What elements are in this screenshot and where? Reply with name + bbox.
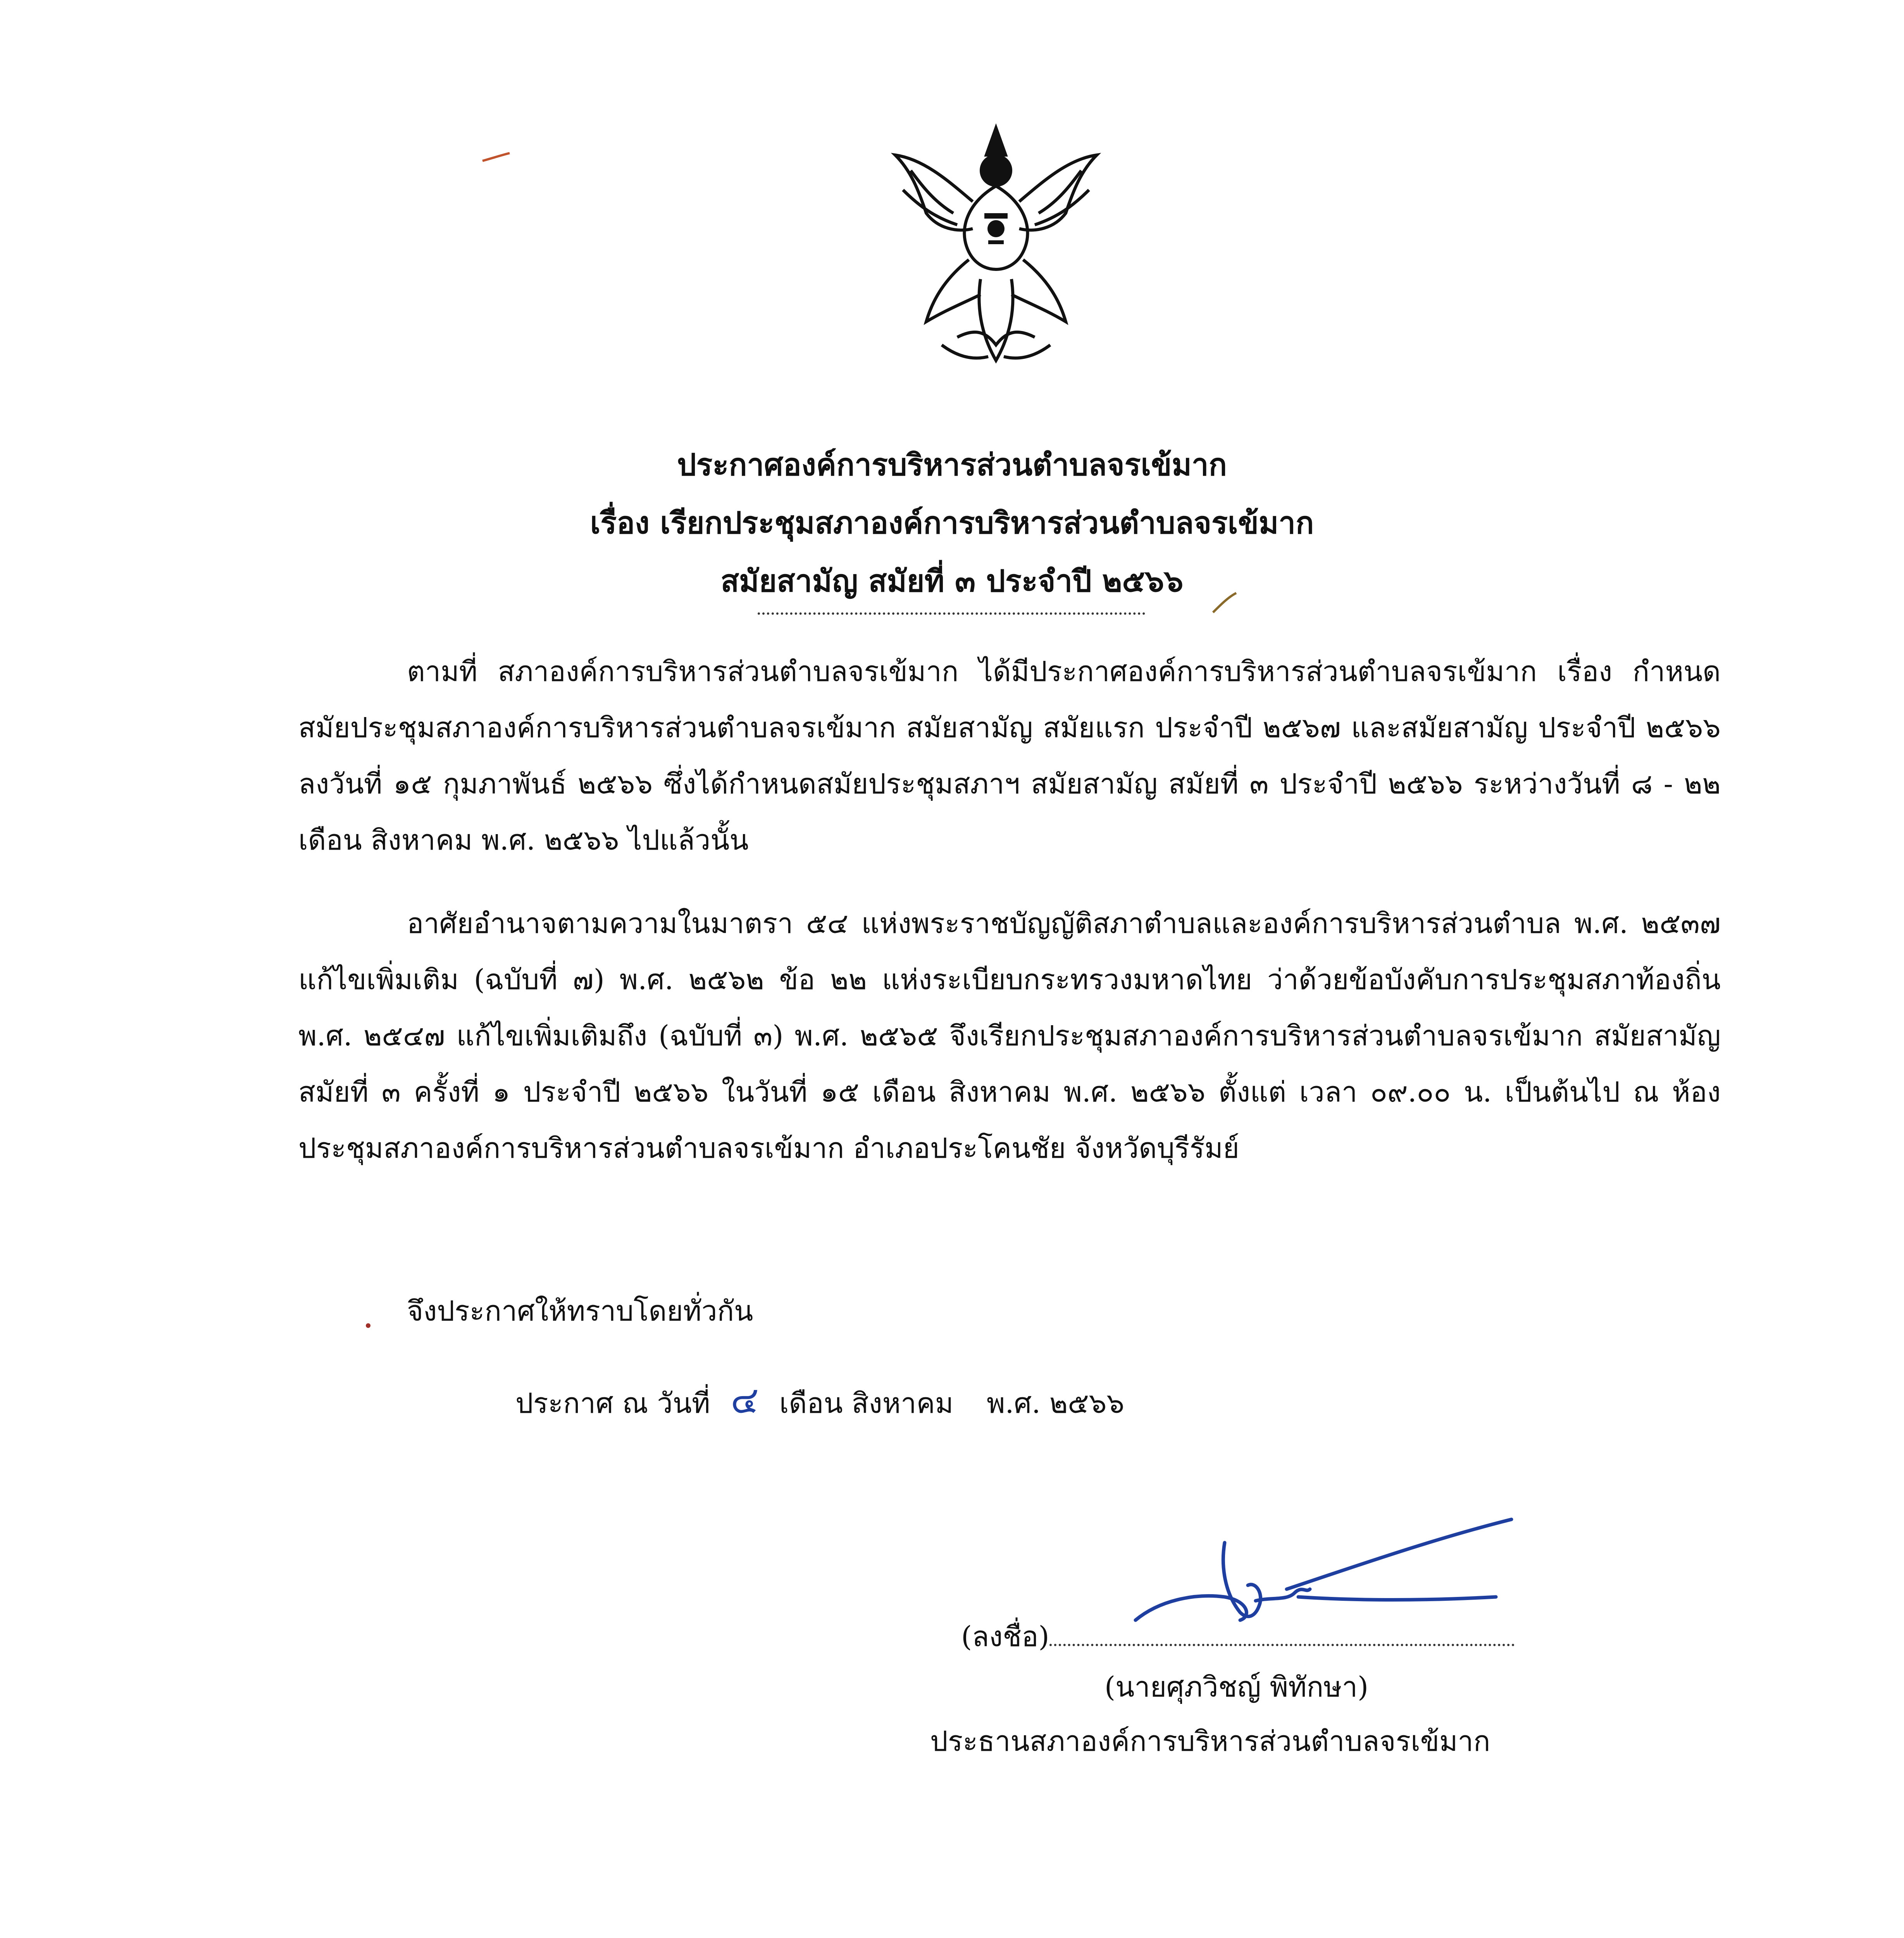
body-paragraph-2: อาศัยอำนาจตามความในมาตรา ๕๔ แห่งพระราชบัญญัติสภาตำบลและองค์การบริหารส่วนตำบล พ.ศ. ๒๕๓๗ แก้ไขเพิ่มเติม (ฉบับที่ ๗) พ.ศ. ๒๕๖๒ ข้อ ๒๒ แห่งระเบียบกระทรวงมหาดไทย ว่าด้วยข้อบังคับการประชุมสภาท้องถิ่น พ.ศ. ๒๕๔๗ แก้ไขเพิ่มเติมถึง (ฉบับที่ ๓) พ.ศ. ๒๕๖๕ จึงเรียกประชุมสภาองค์การบริหารส่วนตำบลจรเข้มาก สมัยสามัญ สมัยที่ ๓ ครั้งที่ ๑ ประจำปี ๒๕๖๖ ในวันที่ ๑๕ เดือน สิงหาคม พ.ศ. ๒๕๖๖ ตั้งแต่ เวลา ๐๙.๐๐ น. เป็นต้นไป ณ ห้องประชุมสภาองค์การบริหารส่วนตำบลจรเข้มาก อำเภอประโคนชัย จังหวัดบุรีรัมย์: [298, 907, 1721, 1164]
stray-dot: [364, 1322, 372, 1329]
handwritten-day: ๔: [731, 1378, 759, 1422]
title-separator: [758, 609, 1145, 615]
announcement-subject: เรื่อง เรียกประชุมสภาองค์การบริหารส่วนตำบลจรเข้มาก: [590, 505, 1314, 541]
closing-line: จึงประกาศให้ทราบโดยทั่วกัน: [407, 1295, 753, 1327]
signer-name: (นายศุภวิชญ์ พิทักษา): [1104, 1671, 1369, 1703]
signer-position: ประธานสภาองค์การบริหารส่วนตำบลจรเข้มาก: [930, 1725, 1490, 1757]
body-paragraph-1: ตามที่ สภาองค์การบริหารส่วนตำบลจรเข้มาก ได้มีประกาศองค์การบริหารส่วนตำบลจรเข้มาก เรื่อง กำหนดสมัยประชุมสภาองค์การบริหารส่วนตำบลจรเข้มาก สมัยสามัญ สมัยแรก ประจำปี ๒๕๖๗ และสมัยสามัญ ประจำปี ๒๕๖๖ ลงวันที่ ๑๕ กุมภาพันธ์ ๒๕๖๖ ซึ่งได้กำหนดสมัยประชุมสภาฯ สมัยสามัญ สมัยที่ ๓ ประจำปี ๒๕๖๖ ระหว่างวันที่ ๘ - ๒๒ เดือน สิงหาคม พ.ศ. ๒๕๖๖ ไปแล้วนั้น: [298, 655, 1721, 856]
announcement-title: ประกาศองค์การบริหารส่วนตำบลจรเข้มาก: [677, 447, 1227, 483]
announcement-session: สมัยสามัญ สมัยที่ ๓ ประจำปี ๒๕๖๖: [720, 564, 1184, 599]
garuda-emblem-icon: [880, 112, 1112, 368]
stray-mark-2: [1209, 589, 1240, 616]
announcement-date: [515, 1372, 1124, 1431]
sign-label: (ลงชื่อ): [961, 1620, 1049, 1653]
signature-dots: [1049, 1621, 1515, 1646]
date-prefix: ประกาศ ณ วันที่: [515, 1387, 710, 1419]
date-year: พ.ศ. ๒๕๖๖: [987, 1387, 1125, 1419]
stray-mark: [481, 151, 512, 163]
date-month: เดือน สิงหาคม: [779, 1387, 954, 1419]
signature-line: [961, 1609, 1515, 1665]
